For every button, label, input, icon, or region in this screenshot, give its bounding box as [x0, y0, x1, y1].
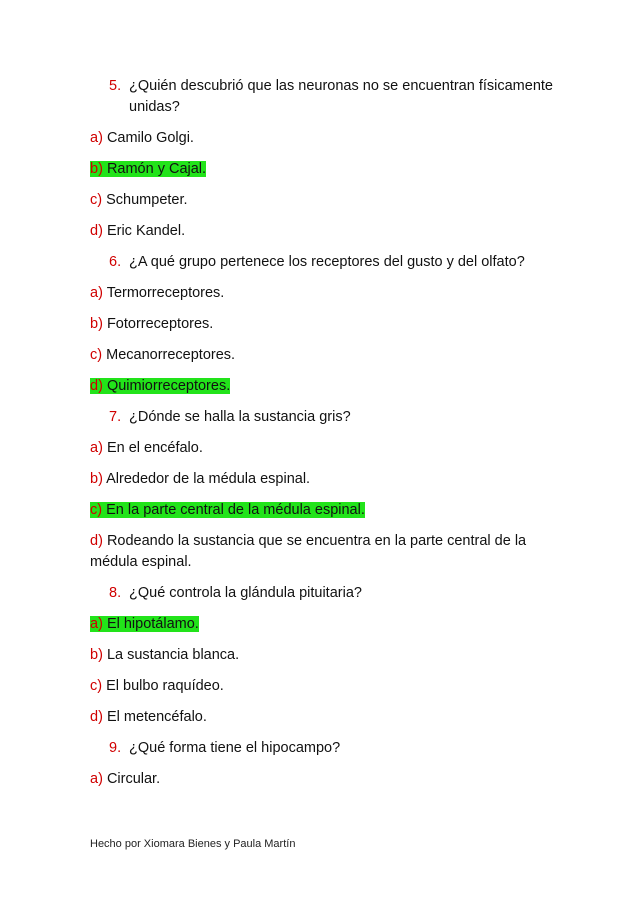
question-5 [109, 76, 570, 118]
option-line [90, 471, 310, 487]
question-8 [109, 583, 570, 604]
option-line [90, 223, 185, 239]
option-line [90, 440, 203, 456]
question-text: ¿Qué controla la glándula pituitaria? [129, 585, 362, 601]
option-line [90, 533, 526, 570]
quiz-content [90, 76, 570, 800]
answer-option [90, 438, 570, 459]
answer-option [90, 128, 570, 149]
answer-option [90, 345, 570, 366]
answer-option [90, 221, 570, 242]
answer-option-correct [90, 500, 570, 521]
option-text: En el encéfalo. [106, 440, 203, 456]
answer-option [90, 190, 570, 211]
answer-option [90, 707, 570, 728]
option-text: Camilo Golgi. [106, 130, 194, 146]
option-letter: d) [90, 223, 103, 239]
question-9 [109, 738, 570, 759]
question-text: ¿A qué grupo pertenece los receptores del gusto y del olfato? [129, 254, 525, 270]
option-letter: c) [90, 347, 103, 363]
option-text: Quimiorreceptores. [106, 378, 231, 394]
answer-option [90, 676, 570, 697]
option-text: El bulbo raquídeo. [106, 678, 224, 694]
option-text: En la parte central de la médula espinal. [106, 502, 365, 518]
option-letter: b) [90, 471, 103, 487]
answer-option-correct [90, 159, 570, 180]
answer-option [90, 645, 570, 666]
question-number: 7. [109, 409, 122, 425]
option-text: Termorreceptores. [106, 285, 225, 301]
answer-option-correct [90, 376, 570, 397]
option-line [90, 316, 213, 332]
correct-highlight [90, 161, 206, 177]
answer-option [90, 314, 570, 335]
option-letter: a) [90, 285, 103, 301]
option-text: Fotorreceptores. [106, 316, 214, 332]
question-6 [109, 252, 570, 273]
option-letter: b) [90, 316, 103, 332]
option-line [90, 771, 160, 787]
option-text: El metencéfalo. [106, 709, 207, 725]
option-line [90, 192, 188, 208]
option-line [90, 709, 207, 725]
answer-option [90, 469, 570, 490]
option-letter: c) [90, 192, 103, 208]
option-letter: a) [90, 440, 103, 456]
answer-option-correct [90, 614, 570, 635]
option-line [90, 285, 224, 301]
option-text: Mecanorreceptores. [106, 347, 236, 363]
option-letter: d) [90, 709, 103, 725]
question-text: ¿Qué forma tiene el hipocampo? [129, 740, 341, 756]
question-text: ¿Quién descubrió que las neuronas no se encuentran físicamente unidas? [129, 78, 553, 115]
option-letter: c) [90, 502, 103, 518]
option-text: Ramón y Cajal. [106, 161, 207, 177]
correct-highlight [90, 616, 199, 632]
option-letter: a) [90, 616, 103, 632]
question-number: 6. [109, 254, 122, 270]
question-number: 5. [109, 78, 122, 94]
option-text: Alrededor de la médula espinal. [106, 471, 311, 487]
option-letter: a) [90, 130, 103, 146]
answer-option [90, 769, 570, 790]
question-number: 8. [109, 585, 122, 601]
option-line [90, 130, 194, 146]
option-line [90, 678, 224, 694]
option-line [90, 647, 239, 663]
option-letter: b) [90, 161, 103, 177]
question-7 [109, 407, 570, 428]
option-text: Rodeando la sustancia que se encuentra en la parte central de la médula espinal. [90, 533, 527, 570]
answer-option [90, 283, 570, 304]
answer-option [90, 531, 570, 573]
option-letter: b) [90, 647, 103, 663]
option-letter: d) [90, 533, 103, 549]
option-letter: c) [90, 678, 103, 694]
option-text: La sustancia blanca. [106, 647, 240, 663]
question-text: ¿Dónde se halla la sustancia gris? [129, 409, 351, 425]
option-text: El hipotálamo. [106, 616, 199, 632]
option-text: Eric Kandel. [106, 223, 186, 239]
option-letter: a) [90, 771, 103, 787]
correct-highlight [90, 502, 365, 518]
question-number: 9. [109, 740, 122, 756]
footer-credit: Hecho por Xiomara Bienes y Paula Martín [90, 838, 296, 850]
option-line [90, 347, 235, 363]
correct-highlight [90, 378, 230, 394]
option-letter: d) [90, 378, 103, 394]
option-text: Circular. [106, 771, 161, 787]
option-text: Schumpeter. [106, 192, 188, 208]
